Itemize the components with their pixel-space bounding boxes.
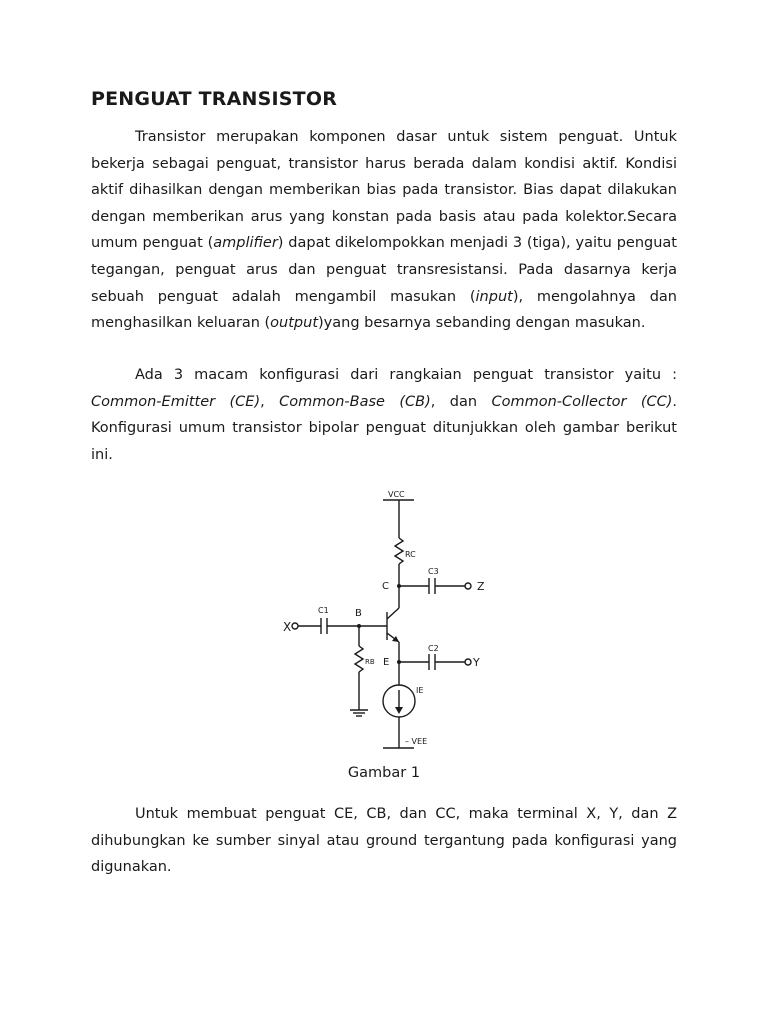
label-x: X <box>283 620 292 634</box>
para1-italic-amplifier: amplifier <box>213 235 278 252</box>
transistor-circuit-diagram <box>280 484 500 754</box>
page-title: PENGUAT TRANSISTOR <box>91 88 338 110</box>
circuit-figure <box>280 484 500 754</box>
label-c: C <box>382 581 389 592</box>
para1-italic-input: input <box>475 288 513 305</box>
label-c3: C3 <box>428 567 439 576</box>
para2-text-4: . Konfigurasi umum transistor bipolar penguat ditunjukkan oleh gambar berikut ini. <box>91 393 678 463</box>
paragraph-configurations <box>91 362 677 468</box>
para1-text-4: )yang besarnya sebanding dengan masukan. <box>318 315 646 332</box>
para2-text-2: , <box>260 393 280 410</box>
para2-text-1: Ada 3 macam konfigurasi dari rangkaian penguat transistor yaitu : <box>135 367 677 383</box>
label-vcc: VCC <box>388 490 405 499</box>
paragraph-intro <box>91 124 677 337</box>
label-ie: IE <box>416 686 424 695</box>
para2-italic-ce: Common-Emitter (CE) <box>91 393 261 410</box>
label-b: B <box>355 608 362 619</box>
label-c2: C2 <box>428 644 439 653</box>
rb-resistor <box>355 646 363 672</box>
x-terminal <box>292 623 298 629</box>
current-source-arrow-head <box>395 707 403 714</box>
paragraph-terminals <box>91 801 677 881</box>
para3-text: Untuk membuat penguat CE, CB, dan CC, maka terminal X, Y, dan Z dihubungkan ke sumber sinyal atau ground tergantung pada konfigurasi yang digunakan. <box>91 806 677 876</box>
label-y: Y <box>473 656 480 669</box>
para1-text-3: ), mengolahnya dan menghasilkan keluaran ( <box>91 288 677 332</box>
label-vee: – VEE <box>405 737 428 746</box>
rc-resistor <box>395 538 403 564</box>
junction-collector <box>397 584 401 588</box>
para2-italic-cb: Common-Base (CB) <box>279 393 431 410</box>
label-e: E <box>383 657 390 668</box>
para1-text-2: ) dapat dikelompokkan menjadi 3 (tiga), yaitu penguat tegangan, penguat arus dan penguat transresistansi. Pada dasarnya kerja sebuah penguat adalah mengambil masukan ( <box>91 235 677 305</box>
para1-italic-output: output <box>270 315 318 332</box>
junction-base <box>357 624 361 628</box>
junction-emitter <box>397 660 401 664</box>
para2-italic-cc: Common-Collector (CC) <box>491 393 673 410</box>
label-rc: RC <box>405 550 416 559</box>
y-terminal <box>465 659 471 665</box>
label-rb: RB <box>365 658 375 666</box>
figure-caption: Gambar 1 <box>347 765 421 781</box>
transistor-collector <box>387 608 399 619</box>
label-z: Z <box>477 580 485 593</box>
para2-text-3: , dan <box>430 393 492 410</box>
para1-text-1: Transistor merupakan komponen dasar untuk sistem penguat. Untuk bekerja sebagai penguat, transistor harus berada dalam kondisi aktif. Kondisi aktif dihasilkan dengan memberikan bias pada transistor. Bias dapat dilakukan dengan memberikan arus yang konstan pada basis atau pada kolektor.Secara umum penguat ( <box>91 129 677 252</box>
label-c1: C1 <box>318 606 329 615</box>
z-terminal <box>465 583 471 589</box>
